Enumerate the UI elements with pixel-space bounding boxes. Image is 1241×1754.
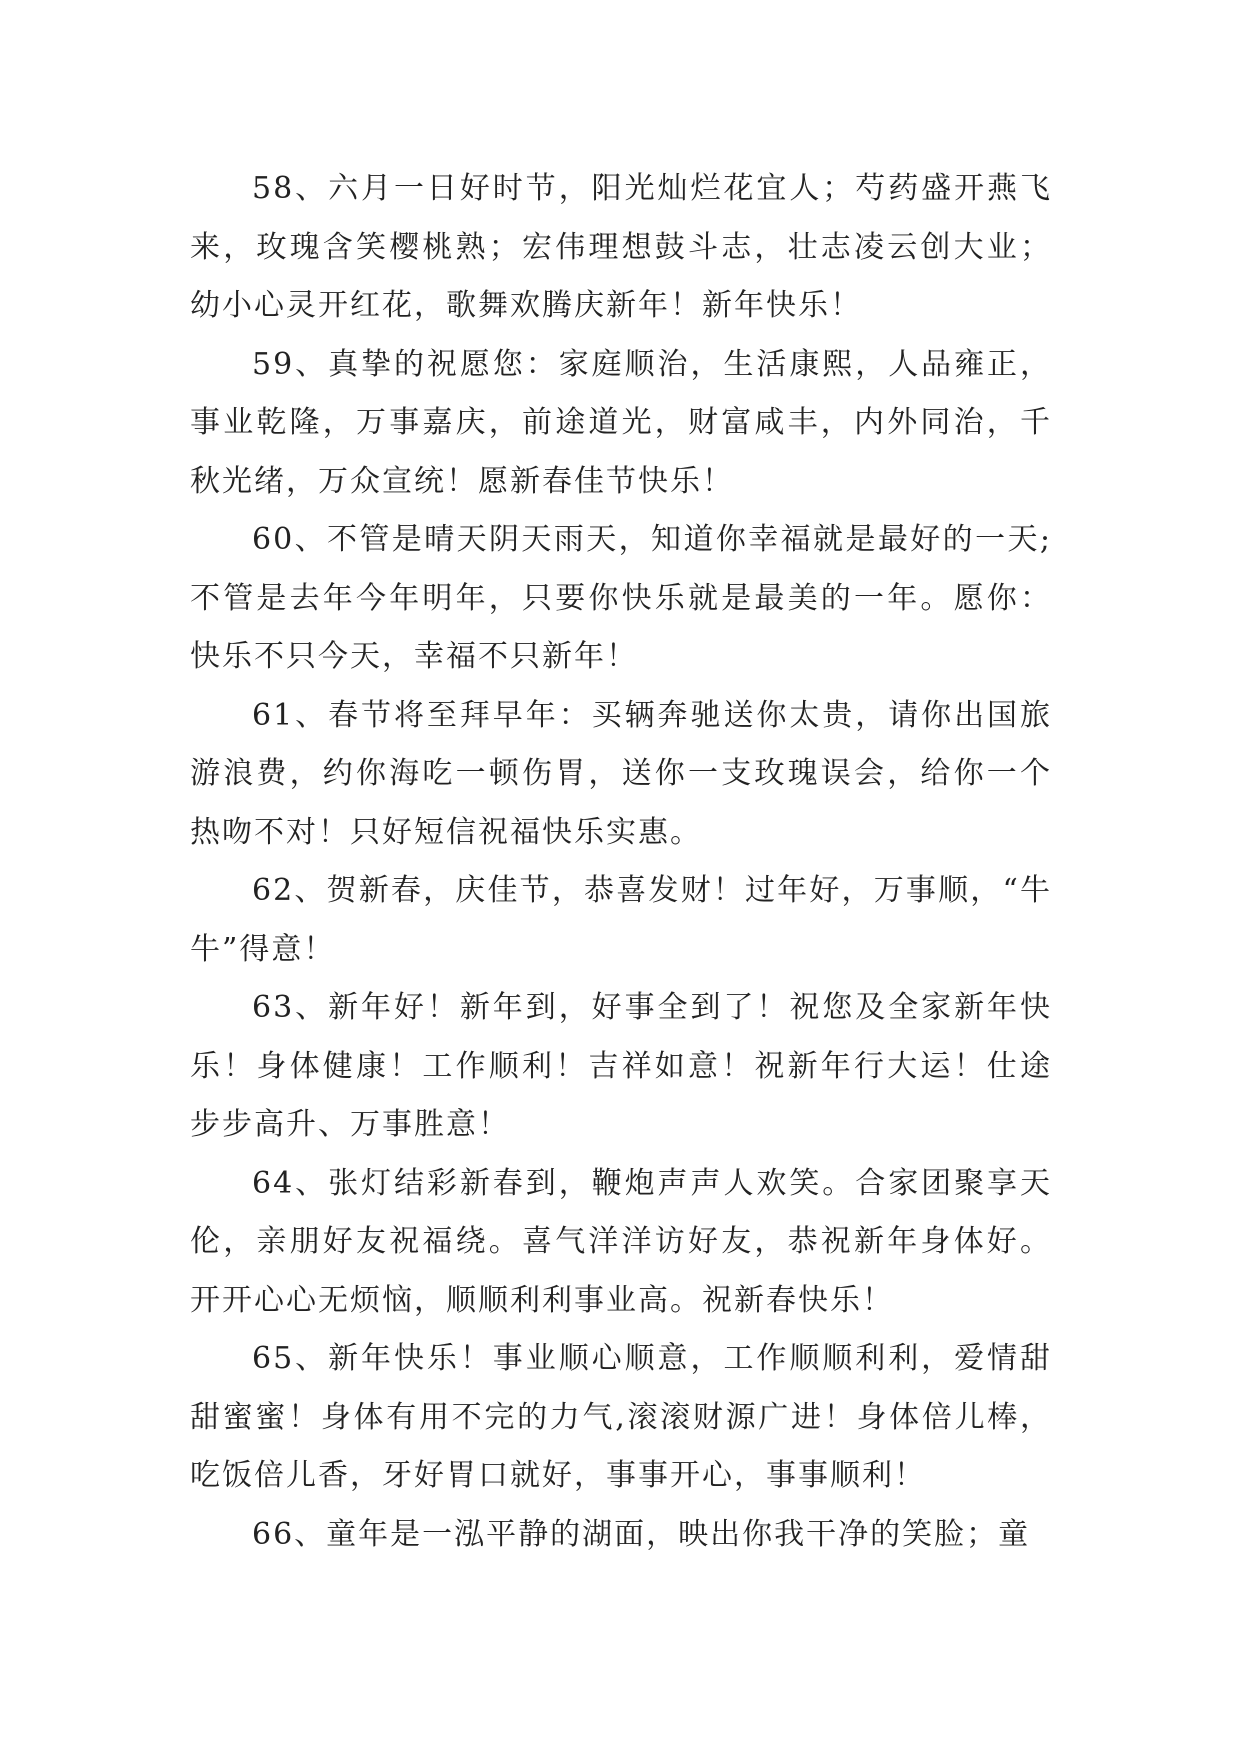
paragraph-62: 62、贺新春，庆佳节，恭喜发财！过年好，万事顺，“牛牛”得意！	[190, 873, 1052, 967]
paragraph-58: 58、六月一日好时节，阳光灿烂花宜人；芍药盛开燕飞来，玫瑰含笑樱桃熟；宏伟理想鼓斗志，壮志凌云创大业；幼小心灵开红花，歌舞欢腾庆新年！新年快乐！	[190, 171, 1052, 323]
paragraph-60: 60、不管是晴天阴天雨天，知道你幸福就是最好的一天;不管是去年今年明年，只要你快乐就是最美的一年。愿你：快乐不只今天，幸福不只新年！	[190, 522, 1052, 674]
document-body	[190, 160, 1052, 1564]
paragraph-64: 64、张灯结彩新春到，鞭炮声声人欢笑。合家团聚享天伦，亲朋好友祝福绕。喜气洋洋访好友，恭祝新年身体好。开开心心无烦恼，顺顺利利事业高。祝新春快乐！	[190, 1165, 1052, 1318]
paragraph-66: 66、童年是一泓平静的湖面，映出你我干净的笑脸；童	[252, 1516, 1031, 1552]
paragraph-59: 59、真挚的祝愿您：家庭顺治，生活康熙，人品雍正，事业乾隆，万事嘉庆，前途道光，财富咸丰，内外同治，千秋光绪，万众宣统！愿新春佳节快乐！	[190, 346, 1052, 499]
paragraph-61: 61、春节将至拜早年：买辆奔驰送你太贵，请你出国旅游浪费，约你海吃一顿伤胃，送你一支玫瑰误会，给你一个热吻不对！只好短信祝福快乐实惠。	[190, 697, 1052, 850]
paragraph-63: 63、新年好！新年到，好事全到了！祝您及全家新年快乐！身体健康！工作顺利！吉祥如意！祝新年行大运！仕途步步高升、万事胜意！	[190, 990, 1052, 1142]
paragraph-65: 65、新年快乐！事业顺心顺意，工作顺顺利利，爱情甜甜蜜蜜！身体有用不完的力气,滚滚财源广进！身体倍儿棒，吃饭倍儿香，牙好胃口就好，事事开心，事事顺利！	[190, 1341, 1052, 1493]
